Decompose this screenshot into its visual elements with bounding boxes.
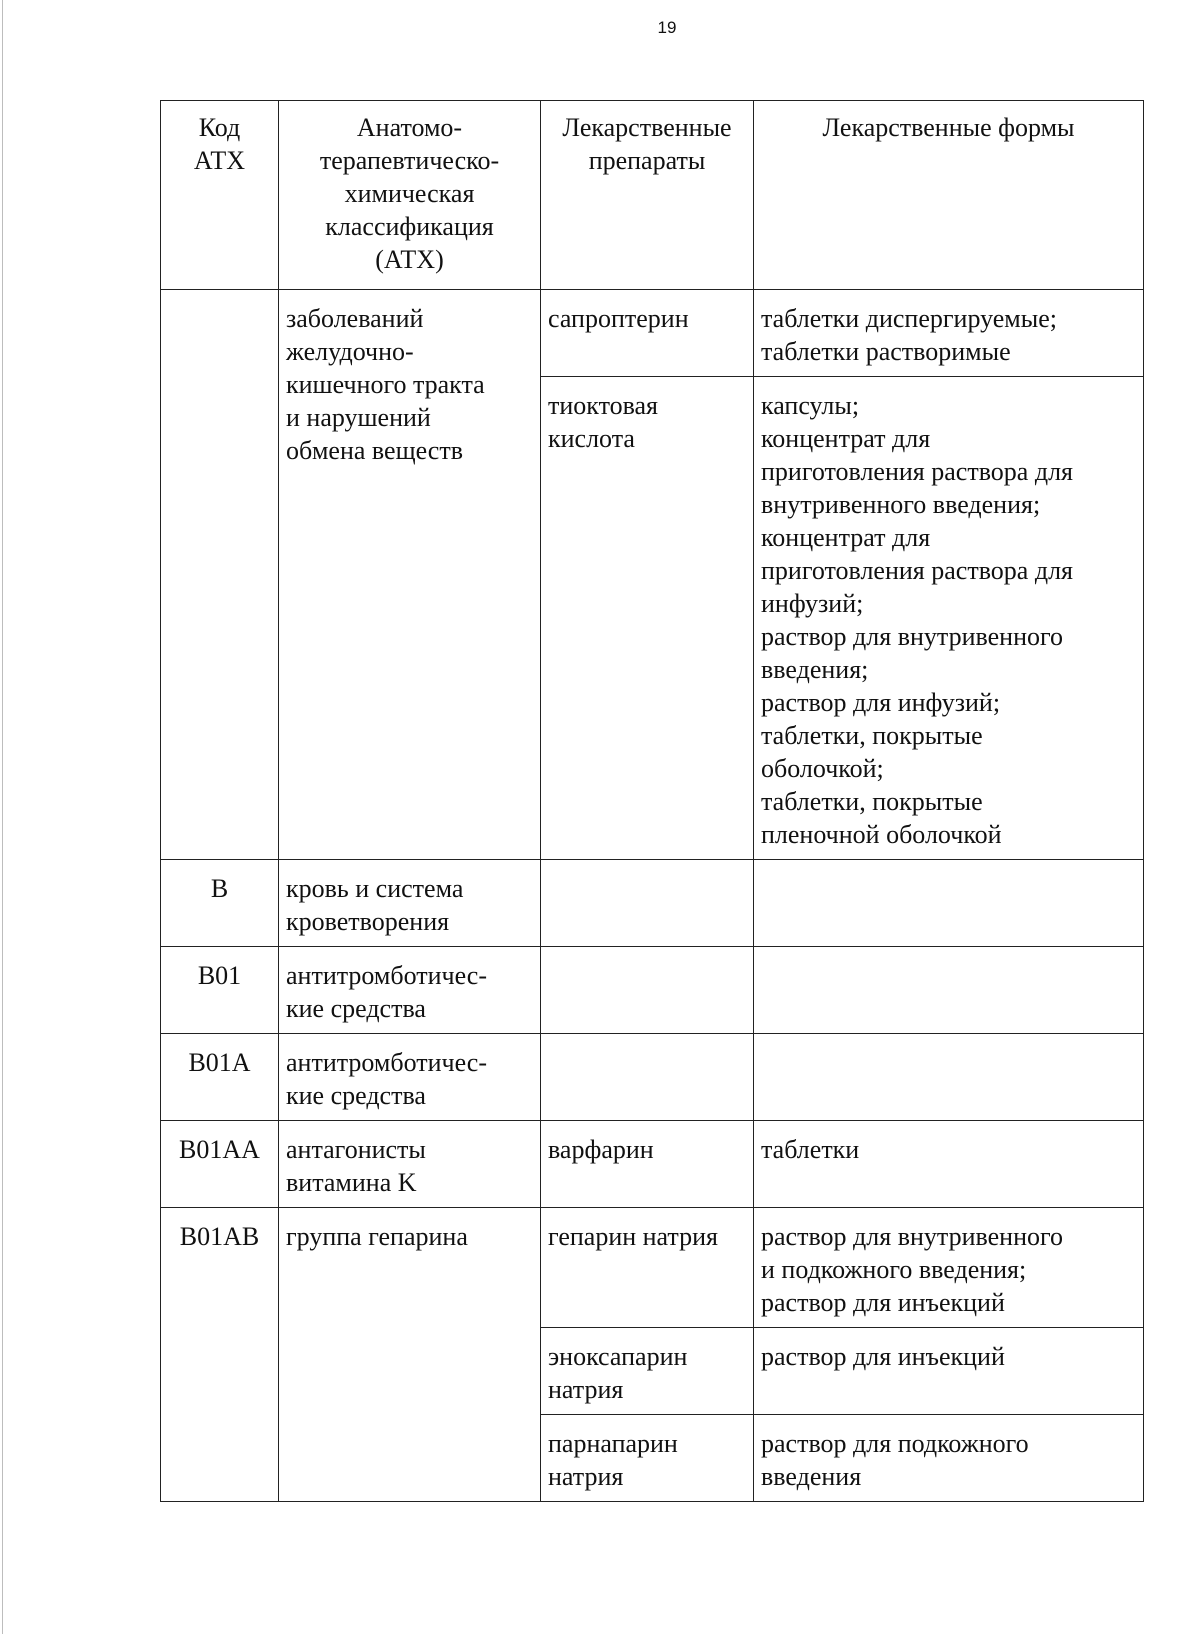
cell-dosage-forms: таблетки: [754, 1121, 1144, 1208]
cell-drug: сапроптерин: [541, 290, 754, 377]
cell-atx-code: [161, 290, 279, 860]
cell-dosage-forms: раствор для подкожного введения: [754, 1415, 1144, 1502]
cell-dosage-forms: раствор для инъекций: [754, 1328, 1144, 1415]
cell-dosage-forms: раствор для внутривенного и подкожного введения; раствор для инъекций: [754, 1208, 1144, 1328]
cell-drug: гепарин натрия: [541, 1208, 754, 1328]
page-number: 19: [657, 18, 677, 37]
table-row: [161, 860, 1144, 947]
cell-drug: варфарин: [541, 1121, 754, 1208]
cell-drug: эноксапарин натрия: [541, 1328, 754, 1415]
header-drugs: Лекарственные препараты: [541, 101, 754, 290]
cell-dosage-forms: [754, 947, 1144, 1034]
table-row: [161, 1121, 1144, 1208]
cell-atx-classification: группа гепарина: [279, 1208, 541, 1502]
header-forms: Лекарственные формы: [754, 101, 1144, 290]
table-row: [161, 290, 1144, 377]
cell-atx-code: B01AA: [161, 1121, 279, 1208]
header-row: [161, 101, 1144, 290]
cell-drug: тиоктовая кислота: [541, 377, 754, 860]
cell-drug: [541, 1034, 754, 1121]
cell-drug: [541, 947, 754, 1034]
cell-atx-code: B01: [161, 947, 279, 1034]
cell-atx-classification: заболеваний желудочно- кишечного тракта и нарушений обмена веществ: [279, 290, 541, 860]
cell-dosage-forms: капсулы; концентрат для приготовления раствора для внутривенного введения; концентрат для приготовления раствора для инфузий; раствор для внутривенного введения; раствор для инфузий; таблетки, покрытые оболочкой; таблетки, покрытые пленочной оболочкой: [754, 377, 1144, 860]
table-row: [161, 1208, 1144, 1328]
cell-dosage-forms: [754, 1034, 1144, 1121]
cell-drug: [541, 860, 754, 947]
table-body: [161, 290, 1144, 1502]
cell-atx-code: B01AB: [161, 1208, 279, 1502]
header-code: Код АТХ: [161, 101, 279, 290]
cell-atx-classification: антагонисты витамина K: [279, 1121, 541, 1208]
cell-dosage-forms: таблетки диспергируемые; таблетки растворимые: [754, 290, 1144, 377]
cell-dosage-forms: [754, 860, 1144, 947]
cell-drug: парнапарин натрия: [541, 1415, 754, 1502]
header-classification: Анатомо- терапевтическо- химическая классификация (АТХ): [279, 101, 541, 290]
cell-atx-classification: антитромботичес- кие средства: [279, 1034, 541, 1121]
scan-left-edge: [2, 0, 3, 1634]
table-header: [161, 101, 1144, 290]
table-row: [161, 1034, 1144, 1121]
cell-atx-code: B: [161, 860, 279, 947]
table-row: [161, 947, 1144, 1034]
cell-atx-classification: кровь и система кроветворения: [279, 860, 541, 947]
cell-atx-code: B01A: [161, 1034, 279, 1121]
atx-table: [160, 100, 1144, 1502]
cell-atx-classification: антитромботичес- кие средства: [279, 947, 541, 1034]
